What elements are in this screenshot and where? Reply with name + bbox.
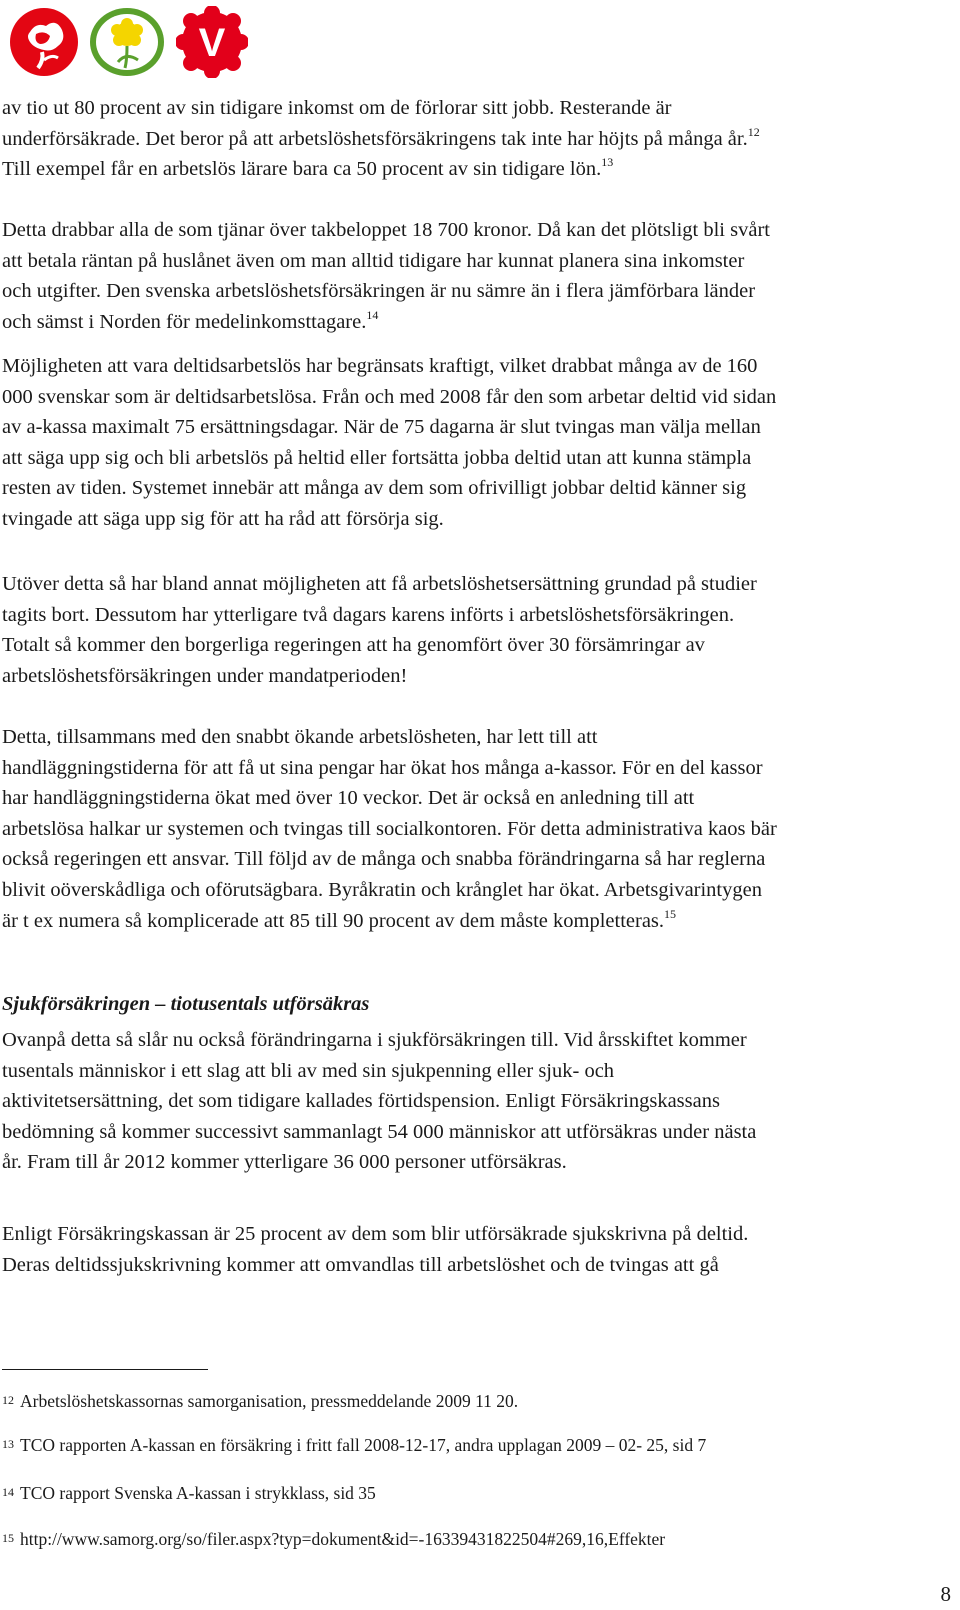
text-line: av a-kassa maximalt 75 ersättningsdagar. När de 75 dagarna är slut tvingas man välja mellan: [2, 416, 761, 439]
footnote-number: 15: [2, 1531, 14, 1545]
text-line: arbetslöshetsförsäkringen under mandatperioden!: [2, 664, 408, 687]
paragraph: [2, 722, 942, 936]
footnote[interactable]: [2, 1527, 665, 1550]
paragraph: [2, 93, 942, 185]
footnote-text: TCO rapporten A-kassan en försäkring i fritt fall 2008-12-17, andra upplagan 2009 – 02- 25, sid 7: [20, 1435, 707, 1455]
v-logo-icon: [176, 6, 248, 78]
text-line: tvingade att säga upp sig för att ha råd att försörja sig.: [2, 507, 444, 530]
text-line: Detta, tillsammans med den snabbt ökande arbetslösheten, har lett till att: [2, 726, 598, 748]
paragraph: [2, 1219, 942, 1280]
text-line: Möjligheten att vara deltidsarbetslös har begränsats kraftigt, vilket drabbat många av de 160: [2, 355, 758, 377]
text-line: bedömning så kommer successivt sammanlagt 54 000 människor att utförsäkras under nästa: [2, 1120, 757, 1143]
paragraph: [2, 1025, 942, 1178]
text-line: Till exempel får en arbetslös lärare bara ca 50 procent av sin tidigare lön.: [2, 158, 602, 181]
footnote: [2, 1389, 518, 1412]
footnote: [2, 1481, 376, 1504]
rose-logo-icon: [8, 6, 80, 78]
v-logo-letter: V: [198, 21, 226, 65]
text-line: Totalt så kommer den borgerliga regeringen att ha genomfört över 30 försämringar av: [2, 634, 705, 657]
paragraph: [2, 569, 942, 691]
footnote-text: TCO rapport Svenska A-kassan i strykklass, sid 35: [20, 1483, 376, 1503]
paragraph: [2, 215, 942, 337]
text-line: 000 svenskar som är deltidsarbetslösa. Från och med 2008 får den som arbetar deltid vid sidan: [2, 385, 777, 408]
text-line: Enligt Försäkringskassan är 25 procent av dem som blir utförsäkrade sjukskrivna på deltid.: [2, 1223, 749, 1245]
text-line: arbetslösa halkar ur systemen och tvingas till socialkontoren. För detta administrativa kaos bär: [2, 817, 777, 840]
text-line: Deras deltidssjukskrivning kommer att omvandlas till arbetslöshet och de tvingas att gå: [2, 1253, 719, 1276]
text-line: och utgifter. Den svenska arbetslöshetsförsäkringen är nu sämre än i flera jämförbara länder: [2, 280, 756, 303]
text-line: att säga upp sig och bli arbetslös på heltid eller fortsätta jobba deltid utan att kunna stämpla: [2, 446, 752, 469]
text-line: tusentals människor i ett slag att bli av med sin sjukpenning eller sjuk- och: [2, 1059, 615, 1082]
text-line: Detta drabbar alla de som tjänar över takbeloppet 18 700 kronor. Då kan det plötsligt bli svårt: [2, 219, 770, 241]
text-line: år. Fram till år 2012 kommer ytterligare 36 000 personer utförsäkras.: [2, 1151, 567, 1174]
text-line: aktivitetsersättning, det som tidigare kallades förtidspension. Enligt Försäkringskassans: [2, 1090, 720, 1113]
section-heading: Sjukförsäkringen – tiotusentals utförsäkras: [2, 993, 370, 1015]
footnote-divider: [2, 1369, 208, 1370]
text-line: underförsäkrade. Det beror på att arbetslöshetsförsäkringens tak inte har höjts på många år.: [2, 127, 748, 150]
footnote-text: Arbetslöshetskassornas samorganisation, pressmeddelande 2009 11 20.: [20, 1391, 519, 1411]
footnote: [2, 1433, 706, 1456]
text-line: tagits bort. Dessutom har ytterligare två dagars karens införts i arbetslöshetsförsäkringen.: [2, 603, 735, 626]
text-line: och sämst i Norden för medelinkomsttagare.: [2, 310, 367, 333]
dandelion-logo-icon: [88, 6, 166, 78]
text-line: handläggningstiderna för att få ut sina pengar har ökat hos många a-kassor. För en del kassor: [2, 756, 763, 779]
text-line: har handläggningstiderna ökat med över 10 veckor. Det är också en anledning till att: [2, 787, 695, 810]
footnote-ref: 15: [664, 906, 677, 921]
footnote-number: 12: [2, 1393, 14, 1407]
footnote-link[interactable]: http://www.samorg.org/so/filer.aspx?typ=dokument&id=-16339431822504#269,16,Effekter: [20, 1529, 666, 1549]
text-line: blivit oöverskådliga och oförutsägbara. Byråkratin och krånglet har ökat. Arbetsgivarintygen: [2, 878, 762, 901]
footnote-number: 13: [2, 1437, 14, 1451]
text-line: är t ex numera så komplicerade att 85 till 90 procent av dem måste kompletteras.: [2, 909, 665, 932]
footnote-ref: 12: [747, 124, 760, 139]
text-line: Utöver detta så har bland annat möjligheten att få arbetslöshetsersättning grundad på studier: [2, 573, 757, 595]
text-line: av tio ut 80 procent av sin tidigare inkomst om de förlorar sitt jobb. Resterande är: [2, 97, 672, 119]
text-line: också regeringen ett ansvar. Till följd av de många och snabba förändringarna så har reglerna: [2, 848, 766, 871]
paragraph: [2, 351, 942, 535]
footnote-ref: 13: [601, 155, 614, 170]
text-line: att betala räntan på huslånet även om man alltid tidigare har kunnat planera sina inkomster: [2, 249, 745, 272]
text-line: Ovanpå detta så slår nu också förändringarna i sjukförsäkringen till. Vid årsskiftet kommer: [2, 1029, 747, 1051]
text-line: resten av tiden. Systemet innebär att många av dem som ofrivilligt jobbar deltid känner sig: [2, 477, 747, 500]
page-number: 8: [940, 1582, 951, 1606]
footnote-ref: 14: [366, 307, 379, 322]
footnote-number: 14: [2, 1485, 14, 1499]
